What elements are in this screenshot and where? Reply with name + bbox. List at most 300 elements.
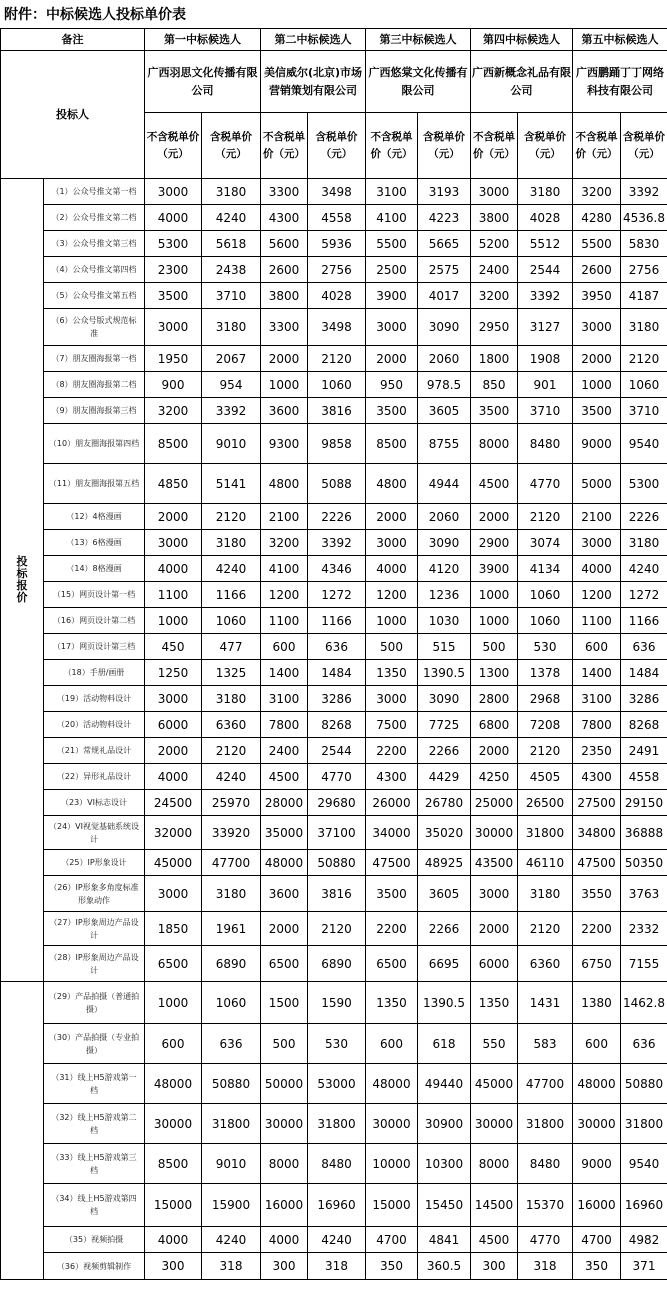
price-excl-tax-cell: 4000	[145, 1227, 202, 1253]
bidder-header: 投标人	[1, 51, 145, 179]
table-row	[1, 283, 667, 309]
price-incl-tax-cell: 16960	[308, 1184, 366, 1227]
table-row	[1, 946, 667, 982]
price-incl-tax-cell: 26780	[418, 790, 471, 816]
price-incl-tax-cell: 9010	[202, 424, 261, 464]
candidate-header: 第五中标候选人	[573, 29, 667, 51]
price-incl-tax-cell: 1390.5	[418, 982, 471, 1024]
price-excl-tax-cell: 5000	[573, 464, 621, 504]
price-excl-tax-cell: 3500	[366, 876, 418, 912]
price-incl-tax-cell: 9010	[202, 1144, 261, 1184]
price-excl-tax-cell: 600	[366, 1024, 418, 1064]
price-incl-tax-cell: 8480	[518, 424, 573, 464]
price-excl-tax-cell: 32000	[145, 816, 202, 850]
price-incl-tax-cell: 1060	[518, 608, 573, 634]
item-name: （13）6格漫画	[44, 530, 145, 556]
price-incl-tax-cell: 2120	[518, 504, 573, 530]
price-excl-tax-cell: 8500	[145, 424, 202, 464]
price-incl-tax-cell: 31800	[202, 1104, 261, 1144]
price-excl-tax-cell: 1000	[145, 608, 202, 634]
price-excl-tax-cell: 1200	[366, 582, 418, 608]
price-excl-tax-cell: 7800	[261, 712, 308, 738]
price-incl-tax-cell: 3180	[518, 179, 573, 205]
price-excl-tax-cell: 5600	[261, 231, 308, 257]
price-excl-tax-cell: 26000	[366, 790, 418, 816]
price-excl-tax-cell: 10000	[366, 1144, 418, 1184]
price-excl-tax-cell: 1350	[471, 982, 518, 1024]
price-incl-tax-header: 含税单价（元）	[308, 113, 366, 179]
table-row	[1, 372, 667, 398]
price-incl-tax-cell: 37100	[308, 816, 366, 850]
item-name: （23）VI标志设计	[44, 790, 145, 816]
price-incl-tax-cell: 3498	[308, 309, 366, 346]
price-excl-tax-cell: 500	[366, 634, 418, 660]
price-excl-tax-cell: 3000	[145, 686, 202, 712]
price-incl-tax-cell: 2120	[518, 738, 573, 764]
price-incl-tax-cell: 2120	[518, 912, 573, 946]
table-row	[1, 464, 667, 504]
item-name: （4）公众号推文第四档	[44, 257, 145, 283]
price-excl-tax-cell: 9300	[261, 424, 308, 464]
item-name: （5）公众号推文第五档	[44, 283, 145, 309]
price-excl-tax-cell: 16000	[573, 1184, 621, 1227]
price-excl-tax-cell: 3600	[261, 876, 308, 912]
price-incl-tax-cell: 1484	[621, 660, 667, 686]
price-incl-tax-cell: 26500	[518, 790, 573, 816]
price-excl-tax-cell: 600	[261, 634, 308, 660]
price-incl-tax-cell: 3180	[202, 686, 261, 712]
item-name: （6）公众号版式规范标准	[44, 309, 145, 346]
price-excl-tax-cell: 34000	[366, 816, 418, 850]
table-row	[1, 1253, 667, 1280]
table-row	[1, 504, 667, 530]
price-excl-tax-cell: 4700	[366, 1227, 418, 1253]
price-incl-tax-cell: 16960	[621, 1184, 667, 1227]
price-excl-tax-cell: 2000	[261, 912, 308, 946]
price-excl-tax-cell: 900	[145, 372, 202, 398]
price-excl-tax-cell: 2000	[145, 504, 202, 530]
price-incl-tax-cell: 3180	[202, 530, 261, 556]
price-incl-tax-cell: 36888	[621, 816, 667, 850]
item-name: （36）视频剪辑制作	[44, 1253, 145, 1280]
price-excl-tax-cell: 28000	[261, 790, 308, 816]
price-excl-tax-cell: 2950	[471, 309, 518, 346]
price-excl-tax-cell: 2200	[366, 912, 418, 946]
price-excl-tax-cell: 3500	[471, 398, 518, 424]
price-incl-tax-cell: 2060	[418, 346, 471, 372]
price-excl-tax-cell: 2000	[145, 738, 202, 764]
price-excl-tax-cell: 1000	[261, 372, 308, 398]
note-header: 备注	[1, 29, 145, 51]
price-incl-tax-cell: 3180	[202, 309, 261, 346]
price-incl-tax-cell: 530	[518, 634, 573, 660]
item-name: （14）8格漫画	[44, 556, 145, 582]
candidate-header: 第四中标候选人	[471, 29, 573, 51]
price-excl-tax-cell: 4000	[145, 205, 202, 231]
price-excl-tax-cell: 3200	[261, 530, 308, 556]
price-incl-tax-cell: 3763	[621, 876, 667, 912]
candidate-header: 第三中标候选人	[366, 29, 471, 51]
price-incl-tax-cell: 9540	[621, 424, 667, 464]
price-excl-tax-cell: 1100	[145, 582, 202, 608]
price-incl-tax-cell: 4240	[202, 764, 261, 790]
price-incl-tax-cell: 8480	[308, 1144, 366, 1184]
price-incl-tax-cell: 2756	[621, 257, 667, 283]
price-incl-tax-cell: 1060	[518, 582, 573, 608]
candidate-header: 第二中标候选人	[261, 29, 366, 51]
table-row	[1, 530, 667, 556]
item-name: （8）朋友圈海报第二档	[44, 372, 145, 398]
price-incl-tax-cell: 15450	[418, 1184, 471, 1227]
price-incl-tax-cell: 10300	[418, 1144, 471, 1184]
price-incl-tax-cell: 636	[202, 1024, 261, 1064]
price-incl-tax-cell: 1378	[518, 660, 573, 686]
price-excl-tax-cell: 45000	[471, 1064, 518, 1104]
price-excl-tax-cell: 48000	[261, 850, 308, 876]
price-incl-tax-cell: 2060	[418, 504, 471, 530]
price-incl-tax-cell: 1272	[308, 582, 366, 608]
price-excl-tax-cell: 3000	[573, 530, 621, 556]
price-excl-tax-cell: 4800	[366, 464, 418, 504]
price-excl-tax-cell: 2000	[471, 504, 518, 530]
price-excl-tax-cell: 34800	[573, 816, 621, 850]
price-incl-tax-cell: 3286	[621, 686, 667, 712]
price-incl-tax-cell: 7725	[418, 712, 471, 738]
price-incl-tax-cell: 636	[308, 634, 366, 660]
price-incl-tax-cell: 4223	[418, 205, 471, 231]
item-name: （7）朋友圈海报第一档	[44, 346, 145, 372]
price-excl-tax-cell: 1100	[573, 608, 621, 634]
price-incl-tax-cell: 2438	[202, 257, 261, 283]
price-incl-tax-cell: 3392	[518, 283, 573, 309]
price-incl-tax-cell: 50880	[308, 850, 366, 876]
price-excl-tax-cell: 5500	[573, 231, 621, 257]
price-incl-tax-cell: 6890	[308, 946, 366, 982]
price-incl-tax-cell: 636	[621, 634, 667, 660]
price-excl-tax-cell: 3000	[471, 179, 518, 205]
price-incl-tax-cell: 4240	[202, 556, 261, 582]
price-excl-tax-cell: 2300	[145, 257, 202, 283]
price-incl-tax-cell: 50350	[621, 850, 667, 876]
table-row	[1, 231, 667, 257]
price-excl-tax-cell: 1000	[471, 608, 518, 634]
price-incl-tax-cell: 1390.5	[418, 660, 471, 686]
price-incl-tax-cell: 7155	[621, 946, 667, 982]
table-row	[1, 712, 667, 738]
price-incl-tax-cell: 6360	[202, 712, 261, 738]
price-excl-tax-cell: 3000	[573, 309, 621, 346]
item-name: （26）IP形象多角度标准形象动作	[44, 876, 145, 912]
price-excl-tax-cell: 7500	[366, 712, 418, 738]
price-excl-tax-cell: 3200	[573, 179, 621, 205]
price-excl-tax-cell: 4500	[261, 764, 308, 790]
price-excl-tax-cell: 300	[261, 1253, 308, 1280]
price-excl-tax-cell: 1350	[366, 660, 418, 686]
price-excl-tax-cell: 7800	[573, 712, 621, 738]
price-excl-tax-cell: 3000	[145, 530, 202, 556]
price-incl-tax-cell: 5300	[621, 464, 667, 504]
price-excl-tax-cell: 4000	[366, 556, 418, 582]
price-excl-tax-cell: 1200	[573, 582, 621, 608]
price-excl-tax-cell: 16000	[261, 1184, 308, 1227]
price-incl-tax-cell: 3710	[518, 398, 573, 424]
price-excl-tax-cell: 4280	[573, 205, 621, 231]
price-incl-tax-cell: 1431	[518, 982, 573, 1024]
price-incl-tax-cell: 2544	[308, 738, 366, 764]
price-excl-tax-header: 不含税单价（元）	[366, 113, 418, 179]
price-excl-tax-cell: 3500	[366, 398, 418, 424]
price-incl-tax-cell: 4120	[418, 556, 471, 582]
price-excl-tax-cell: 3000	[366, 530, 418, 556]
price-excl-tax-cell: 2100	[261, 504, 308, 530]
price-excl-tax-cell: 30000	[471, 1104, 518, 1144]
price-incl-tax-cell: 6890	[202, 946, 261, 982]
price-excl-tax-cell: 1400	[261, 660, 308, 686]
price-excl-tax-cell: 2000	[366, 346, 418, 372]
price-incl-tax-cell: 4770	[308, 764, 366, 790]
price-excl-tax-cell: 3000	[145, 309, 202, 346]
table-row	[1, 660, 667, 686]
price-excl-tax-cell: 2350	[573, 738, 621, 764]
price-incl-tax-cell: 2266	[418, 912, 471, 946]
table-row	[1, 912, 667, 946]
price-incl-tax-cell: 3180	[621, 309, 667, 346]
price-excl-tax-cell: 4000	[261, 1227, 308, 1253]
item-name: （15）网页设计第一档	[44, 582, 145, 608]
table-row	[1, 556, 667, 582]
price-excl-tax-cell: 3100	[366, 179, 418, 205]
price-excl-tax-cell: 2600	[261, 257, 308, 283]
price-incl-tax-cell: 53000	[308, 1064, 366, 1104]
price-excl-tax-cell: 6800	[471, 712, 518, 738]
price-incl-tax-cell: 2120	[308, 346, 366, 372]
item-name: （17）网页设计第三档	[44, 634, 145, 660]
price-incl-tax-cell: 1166	[621, 608, 667, 634]
price-incl-tax-cell: 2575	[418, 257, 471, 283]
price-incl-tax-cell: 1030	[418, 608, 471, 634]
price-incl-tax-cell: 618	[418, 1024, 471, 1064]
price-excl-tax-cell: 47500	[573, 850, 621, 876]
price-incl-tax-cell: 31800	[518, 1104, 573, 1144]
price-excl-tax-cell: 1950	[145, 346, 202, 372]
price-incl-tax-cell: 1590	[308, 982, 366, 1024]
price-incl-tax-cell: 1060	[202, 982, 261, 1024]
price-incl-tax-cell: 5141	[202, 464, 261, 504]
price-incl-tax-cell: 4240	[202, 1227, 261, 1253]
price-excl-tax-cell: 4700	[573, 1227, 621, 1253]
price-incl-tax-cell: 29150	[621, 790, 667, 816]
price-excl-tax-cell: 47500	[366, 850, 418, 876]
table-row	[1, 1227, 667, 1253]
price-incl-tax-cell: 4429	[418, 764, 471, 790]
price-excl-tax-cell: 6750	[573, 946, 621, 982]
price-incl-tax-cell: 1060	[621, 372, 667, 398]
price-incl-tax-cell: 5830	[621, 231, 667, 257]
price-incl-tax-cell: 371	[621, 1253, 667, 1280]
bid-price-table	[0, 28, 667, 1280]
price-excl-tax-cell: 4250	[471, 764, 518, 790]
table-row	[1, 1064, 667, 1104]
price-excl-tax-cell: 1000	[145, 982, 202, 1024]
price-excl-tax-cell: 3000	[366, 686, 418, 712]
item-name: （16）网页设计第二档	[44, 608, 145, 634]
price-excl-tax-cell: 35000	[261, 816, 308, 850]
price-excl-tax-cell: 8000	[261, 1144, 308, 1184]
price-incl-tax-cell: 4558	[621, 764, 667, 790]
price-excl-tax-cell: 4300	[261, 205, 308, 231]
price-incl-tax-cell: 5512	[518, 231, 573, 257]
price-incl-tax-cell: 31800	[518, 816, 573, 850]
table-row	[1, 398, 667, 424]
item-name: （27）IP形象周边产品设计	[44, 912, 145, 946]
price-incl-tax-cell: 47700	[202, 850, 261, 876]
price-excl-tax-cell: 2000	[471, 738, 518, 764]
price-excl-tax-cell: 4800	[261, 464, 308, 504]
price-excl-tax-cell: 30000	[471, 816, 518, 850]
price-incl-tax-cell: 5618	[202, 231, 261, 257]
item-name: （3）公众号推文第三档	[44, 231, 145, 257]
price-excl-tax-cell: 2000	[471, 912, 518, 946]
price-incl-tax-cell: 30900	[418, 1104, 471, 1144]
bidder-name: 广西新概念礼品有限公司	[471, 51, 573, 113]
price-excl-tax-cell: 48000	[366, 1064, 418, 1104]
price-incl-tax-cell: 8268	[621, 712, 667, 738]
price-excl-tax-cell: 4000	[145, 556, 202, 582]
price-incl-tax-cell: 1325	[202, 660, 261, 686]
table-row	[1, 1024, 667, 1064]
price-incl-tax-cell: 3180	[621, 530, 667, 556]
item-name: （20）活动物料设计	[44, 712, 145, 738]
price-incl-tax-cell: 4028	[518, 205, 573, 231]
table-row	[1, 634, 667, 660]
price-excl-tax-cell: 5200	[471, 231, 518, 257]
price-excl-tax-cell: 3950	[573, 283, 621, 309]
price-incl-tax-cell: 47700	[518, 1064, 573, 1104]
price-incl-tax-cell: 1166	[202, 582, 261, 608]
price-excl-tax-cell: 1850	[145, 912, 202, 946]
price-excl-tax-cell: 2500	[366, 257, 418, 283]
price-excl-tax-cell: 6500	[145, 946, 202, 982]
section-label-char: 投	[16, 555, 28, 568]
price-excl-tax-cell: 9000	[573, 424, 621, 464]
price-excl-tax-cell: 27500	[573, 790, 621, 816]
price-excl-tax-cell: 1000	[573, 372, 621, 398]
price-excl-tax-cell: 4100	[261, 556, 308, 582]
table-row	[1, 850, 667, 876]
price-incl-tax-cell: 477	[202, 634, 261, 660]
price-incl-tax-cell: 46110	[518, 850, 573, 876]
price-excl-tax-cell: 43500	[471, 850, 518, 876]
price-incl-tax-cell: 3090	[418, 530, 471, 556]
price-excl-tax-cell: 500	[261, 1024, 308, 1064]
price-incl-tax-cell: 33920	[202, 816, 261, 850]
price-excl-tax-cell: 300	[145, 1253, 202, 1280]
price-excl-tax-cell: 350	[366, 1253, 418, 1280]
price-excl-tax-header: 不含税单价（元）	[573, 113, 621, 179]
price-excl-tax-cell: 8500	[366, 424, 418, 464]
price-excl-tax-cell: 2600	[573, 257, 621, 283]
price-incl-tax-cell: 2226	[308, 504, 366, 530]
price-excl-tax-cell: 3300	[261, 309, 308, 346]
bidder-name: 广西鹏踊丁丁网络科技有限公司	[573, 51, 667, 113]
item-name: （12）4格漫画	[44, 504, 145, 530]
price-excl-tax-cell: 3100	[261, 686, 308, 712]
price-excl-tax-cell: 4100	[366, 205, 418, 231]
price-excl-tax-cell: 850	[471, 372, 518, 398]
price-excl-tax-cell: 45000	[145, 850, 202, 876]
table-row	[1, 346, 667, 372]
price-incl-tax-cell: 3286	[308, 686, 366, 712]
price-incl-tax-cell: 901	[518, 372, 573, 398]
price-incl-tax-cell: 4028	[308, 283, 366, 309]
price-incl-tax-cell: 31800	[308, 1104, 366, 1144]
price-incl-tax-cell: 4346	[308, 556, 366, 582]
price-incl-tax-cell: 4944	[418, 464, 471, 504]
price-incl-tax-cell: 318	[202, 1253, 261, 1280]
table-row	[1, 257, 667, 283]
price-incl-tax-cell: 2226	[621, 504, 667, 530]
price-incl-tax-cell: 3127	[518, 309, 573, 346]
price-excl-tax-cell: 3800	[261, 283, 308, 309]
price-incl-tax-cell: 1272	[621, 582, 667, 608]
price-excl-tax-cell: 3100	[573, 686, 621, 712]
price-incl-tax-cell: 1908	[518, 346, 573, 372]
price-incl-tax-cell: 2067	[202, 346, 261, 372]
item-name: （29）产品拍摄（普通拍摄）	[44, 982, 145, 1024]
price-incl-tax-cell: 4187	[621, 283, 667, 309]
price-excl-tax-cell: 3200	[471, 283, 518, 309]
price-excl-tax-cell: 6000	[145, 712, 202, 738]
price-excl-tax-cell: 3500	[573, 398, 621, 424]
price-excl-tax-cell: 50000	[261, 1064, 308, 1104]
table-row	[1, 608, 667, 634]
price-incl-tax-cell: 3710	[621, 398, 667, 424]
price-incl-tax-cell: 9540	[621, 1144, 667, 1184]
item-name: （28）IP形象周边产品设计	[44, 946, 145, 982]
price-excl-tax-cell: 1500	[261, 982, 308, 1024]
bidder-name: 美信威尔(北京)市场营销策划有限公司	[261, 51, 366, 113]
price-incl-tax-cell: 4841	[418, 1227, 471, 1253]
price-excl-tax-cell: 30000	[261, 1104, 308, 1144]
price-incl-tax-cell: 6360	[518, 946, 573, 982]
item-name: （22）异形礼品设计	[44, 764, 145, 790]
price-incl-tax-cell: 1236	[418, 582, 471, 608]
price-incl-tax-cell: 1166	[308, 608, 366, 634]
price-incl-tax-cell: 8268	[308, 712, 366, 738]
section-label-char: 价	[16, 591, 28, 604]
price-incl-tax-cell: 1060	[308, 372, 366, 398]
price-incl-tax-cell: 29680	[308, 790, 366, 816]
price-excl-tax-cell: 8000	[471, 1144, 518, 1184]
price-excl-tax-cell: 300	[471, 1253, 518, 1280]
item-name: （31）线上H5游戏第一档	[44, 1064, 145, 1104]
price-incl-tax-cell: 1484	[308, 660, 366, 686]
price-incl-tax-cell: 2544	[518, 257, 573, 283]
price-incl-tax-cell: 318	[308, 1253, 366, 1280]
price-incl-tax-cell: 6695	[418, 946, 471, 982]
price-excl-tax-cell: 1000	[366, 608, 418, 634]
price-excl-tax-cell: 1200	[261, 582, 308, 608]
price-incl-tax-cell: 3605	[418, 876, 471, 912]
price-incl-tax-cell: 3193	[418, 179, 471, 205]
price-excl-tax-cell: 30000	[145, 1104, 202, 1144]
price-excl-tax-cell: 6000	[471, 946, 518, 982]
price-incl-tax-cell: 2756	[308, 257, 366, 283]
price-excl-tax-cell: 1250	[145, 660, 202, 686]
price-excl-tax-cell: 4500	[471, 1227, 518, 1253]
price-excl-tax-cell: 30000	[366, 1104, 418, 1144]
price-excl-tax-cell: 2200	[573, 912, 621, 946]
